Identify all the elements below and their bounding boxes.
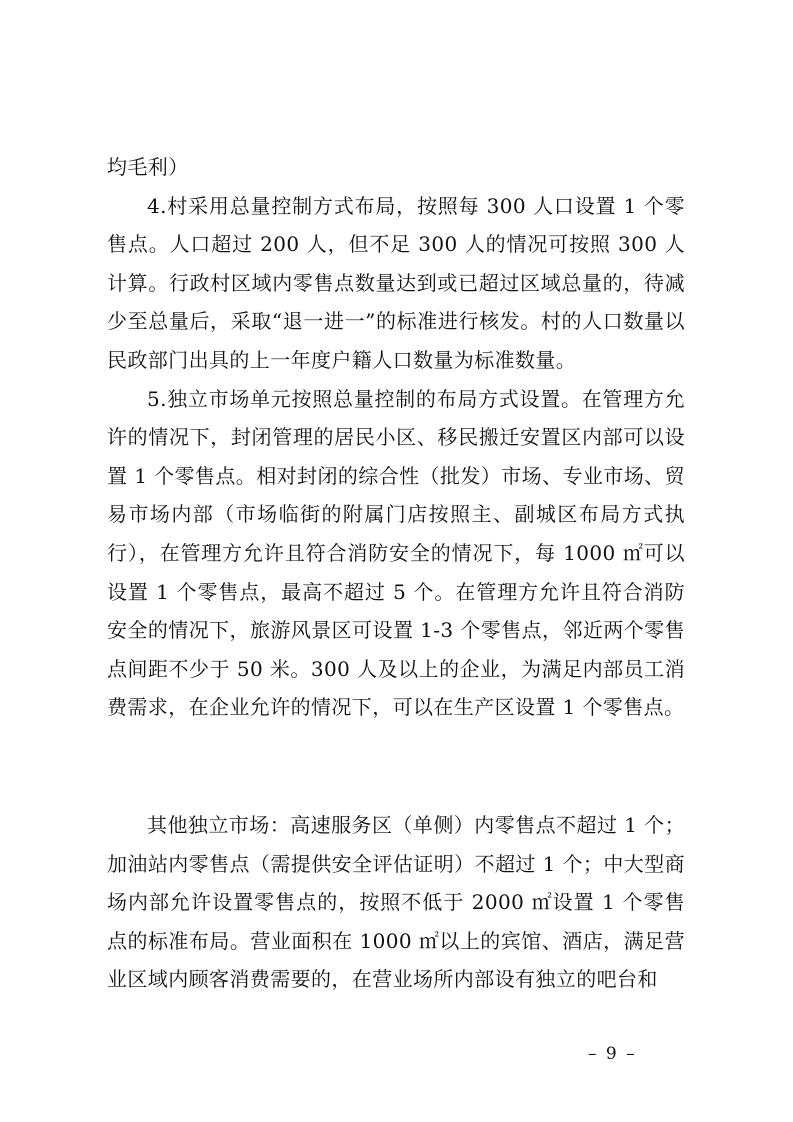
paragraph-continuation: 均毛利） (107, 155, 189, 179)
body-text-bottom (107, 806, 685, 999)
paragraph-village-layout: 4.村采用总量控制方式布局，按照每 300 人口设置 1 个零售点。人口超过 200 人，但不足 300 人的情况可按照 300 人计算。行政村区域内零售点数量达到或已超过区域总量的，待减少至总量后，采取“退一进一”的标准进行核发。村的人口数量以民政部门出具的上一年度户籍人口数量为标准数量。 (107, 193, 685, 372)
body-text-top (107, 148, 685, 727)
page-number: – 9 – (588, 1044, 637, 1064)
paragraph-independent-market: 5.独立市场单元按照总量控制的布局方式设置。在管理方允许的情况下，封闭管理的居民小区、移民搬迁安置区内部可以设置 1 个零售点。相对封闭的综合性（批发）市场、专业市场、贸易市场内部（市场临街的附属门店按照主、副城区布局方式执行），在管理方允许且符合消防安全的情况下，每 1000 ㎡可以设置 1 个零售点，最高不超过 5 个。在管理方允许且符合消防安全的情况下，旅游风景区可设置 1-3 个零售点，邻近两个零售点间距不少于 50 米。300 人及以上的企业，为满足内部员工消费需求，在企业允许的情况下，可以在生产区设置 1 个零售点。 (107, 386, 685, 720)
paragraph-other-markets: 其他独立市场：高速服务区（单侧）内零售点不超过 1 个；加油站内零售点（需提供安全评估证明）不超过 1 个；中大型商场内部允许设置零售点的，按照不低于 2000 ㎡设置 1 个零售点的标准布局。营业面积在 1000 ㎡以上的宾馆、酒店，满足营业区域内顾客消费需要的，在营业场所内部设有独立的吧台和 (107, 813, 685, 992)
